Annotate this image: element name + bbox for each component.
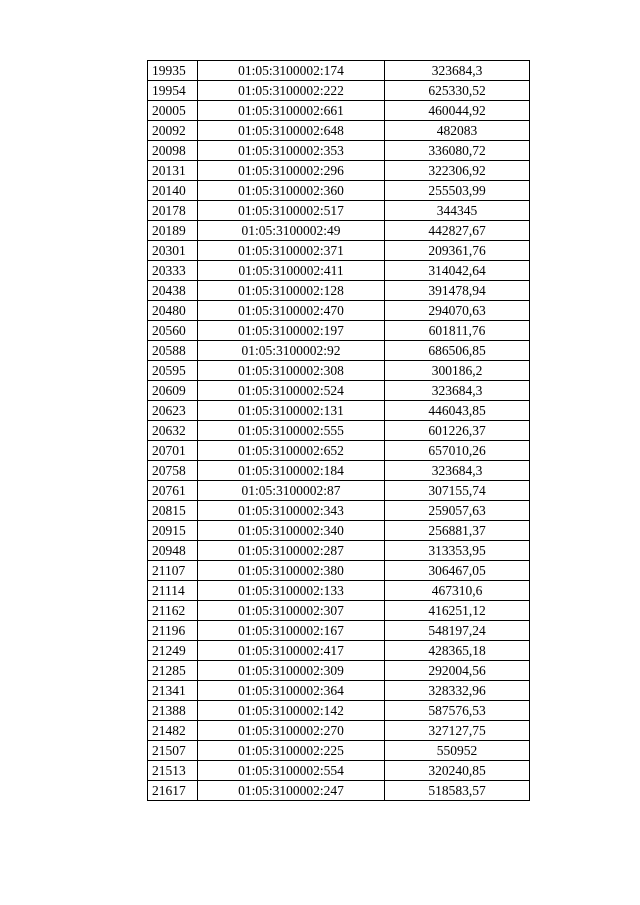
value-cell: 686506,85 [385,341,530,361]
table-row [148,421,530,441]
value-cell: 323684,3 [385,61,530,81]
table-row [148,221,530,241]
value-cell: 416251,12 [385,601,530,621]
table-row [148,441,530,461]
table-row [148,321,530,341]
row-number-cell: 21507 [148,741,198,761]
cadastral-number-cell: 01:05:3100002:380 [198,561,385,581]
cadastral-number-cell: 01:05:3100002:411 [198,261,385,281]
table-row [148,501,530,521]
cadastral-number-cell: 01:05:3100002:353 [198,141,385,161]
value-cell: 322306,92 [385,161,530,181]
cadastral-number-cell: 01:05:3100002:225 [198,741,385,761]
row-number-cell: 20438 [148,281,198,301]
table-row [148,381,530,401]
table-row [148,281,530,301]
value-cell: 327127,75 [385,721,530,741]
value-cell: 320240,85 [385,761,530,781]
value-cell: 518583,57 [385,781,530,801]
value-cell: 550952 [385,741,530,761]
cadastral-number-cell: 01:05:3100002:517 [198,201,385,221]
cadastral-number-cell: 01:05:3100002:296 [198,161,385,181]
value-cell: 391478,94 [385,281,530,301]
row-number-cell: 20098 [148,141,198,161]
table-row [148,141,530,161]
row-number-cell: 21249 [148,641,198,661]
row-number-cell: 20761 [148,481,198,501]
table-row [148,521,530,541]
row-number-cell: 21196 [148,621,198,641]
cadastral-number-cell: 01:05:3100002:184 [198,461,385,481]
table-row [148,681,530,701]
value-cell: 336080,72 [385,141,530,161]
value-cell: 428365,18 [385,641,530,661]
table-row [148,201,530,221]
cadastral-number-cell: 01:05:3100002:360 [198,181,385,201]
table-row [148,81,530,101]
cadastral-number-cell: 01:05:3100002:92 [198,341,385,361]
table-row [148,581,530,601]
cadastral-number-cell: 01:05:3100002:270 [198,721,385,741]
cadastral-number-cell: 01:05:3100002:364 [198,681,385,701]
row-number-cell: 21482 [148,721,198,741]
cadastral-number-cell: 01:05:3100002:49 [198,221,385,241]
table-row [148,61,530,81]
value-cell: 307155,74 [385,481,530,501]
table-row [148,781,530,801]
table-row [148,721,530,741]
table-row [148,641,530,661]
cadastral-number-cell: 01:05:3100002:197 [198,321,385,341]
row-number-cell: 20189 [148,221,198,241]
row-number-cell: 20915 [148,521,198,541]
row-number-cell: 19954 [148,81,198,101]
table-row [148,341,530,361]
row-number-cell: 20701 [148,441,198,461]
cadastral-number-cell: 01:05:3100002:222 [198,81,385,101]
row-number-cell: 21341 [148,681,198,701]
value-cell: 601226,37 [385,421,530,441]
row-number-cell: 20623 [148,401,198,421]
value-cell: 313353,95 [385,541,530,561]
table-row [148,261,530,281]
cadastral-number-cell: 01:05:3100002:343 [198,501,385,521]
value-cell: 209361,76 [385,241,530,261]
row-number-cell: 20948 [148,541,198,561]
value-cell: 548197,24 [385,621,530,641]
value-cell: 294070,63 [385,301,530,321]
row-number-cell: 20632 [148,421,198,441]
value-cell: 259057,63 [385,501,530,521]
cadastral-number-cell: 01:05:3100002:174 [198,61,385,81]
row-number-cell: 21114 [148,581,198,601]
row-number-cell: 21388 [148,701,198,721]
row-number-cell: 20178 [148,201,198,221]
row-number-cell: 19935 [148,61,198,81]
value-cell: 446043,85 [385,401,530,421]
cadastral-number-cell: 01:05:3100002:652 [198,441,385,461]
row-number-cell: 20140 [148,181,198,201]
row-number-cell: 20609 [148,381,198,401]
value-cell: 256881,37 [385,521,530,541]
table-row [148,181,530,201]
cadastral-number-cell: 01:05:3100002:340 [198,521,385,541]
row-number-cell: 21107 [148,561,198,581]
value-cell: 255503,99 [385,181,530,201]
row-number-cell: 21617 [148,781,198,801]
table-row [148,621,530,641]
row-number-cell: 20560 [148,321,198,341]
value-cell: 601811,76 [385,321,530,341]
row-number-cell: 21162 [148,601,198,621]
cadastral-number-cell: 01:05:3100002:247 [198,781,385,801]
table-row [148,461,530,481]
table-row [148,241,530,261]
cadastral-number-cell: 01:05:3100002:167 [198,621,385,641]
cadastral-number-cell: 01:05:3100002:470 [198,301,385,321]
cadastral-number-cell: 01:05:3100002:417 [198,641,385,661]
row-number-cell: 20588 [148,341,198,361]
cadastral-number-cell: 01:05:3100002:133 [198,581,385,601]
value-cell: 482083 [385,121,530,141]
table-row [148,481,530,501]
table-row [148,661,530,681]
cadastral-number-cell: 01:05:3100002:307 [198,601,385,621]
row-number-cell: 20005 [148,101,198,121]
value-cell: 625330,52 [385,81,530,101]
cadastral-value-table [147,60,530,801]
cadastral-number-cell: 01:05:3100002:309 [198,661,385,681]
table-row [148,121,530,141]
value-cell: 344345 [385,201,530,221]
cadastral-number-cell: 01:05:3100002:287 [198,541,385,561]
row-number-cell: 20480 [148,301,198,321]
table-row [148,361,530,381]
row-number-cell: 20131 [148,161,198,181]
table-row [148,701,530,721]
cadastral-number-cell: 01:05:3100002:371 [198,241,385,261]
row-number-cell: 20815 [148,501,198,521]
cadastral-number-cell: 01:05:3100002:142 [198,701,385,721]
row-number-cell: 21285 [148,661,198,681]
row-number-cell: 21513 [148,761,198,781]
table-row [148,541,530,561]
value-cell: 306467,05 [385,561,530,581]
row-number-cell: 20301 [148,241,198,261]
table-row [148,161,530,181]
value-cell: 300186,2 [385,361,530,381]
value-cell: 587576,53 [385,701,530,721]
table-row [148,301,530,321]
table-row [148,741,530,761]
value-cell: 467310,6 [385,581,530,601]
cadastral-number-cell: 01:05:3100002:87 [198,481,385,501]
cadastral-number-cell: 01:05:3100002:555 [198,421,385,441]
value-cell: 328332,96 [385,681,530,701]
table-row [148,401,530,421]
cadastral-number-cell: 01:05:3100002:661 [198,101,385,121]
table-row [148,101,530,121]
row-number-cell: 20758 [148,461,198,481]
value-cell: 323684,3 [385,461,530,481]
table-row [148,561,530,581]
value-cell: 657010,26 [385,441,530,461]
cadastral-number-cell: 01:05:3100002:524 [198,381,385,401]
row-number-cell: 20333 [148,261,198,281]
value-cell: 292004,56 [385,661,530,681]
cadastral-number-cell: 01:05:3100002:308 [198,361,385,381]
table-body [148,61,530,801]
value-cell: 460044,92 [385,101,530,121]
value-cell: 323684,3 [385,381,530,401]
cadastral-number-cell: 01:05:3100002:131 [198,401,385,421]
table-row [148,761,530,781]
value-cell: 442827,67 [385,221,530,241]
cadastral-number-cell: 01:05:3100002:648 [198,121,385,141]
value-cell: 314042,64 [385,261,530,281]
table-row [148,601,530,621]
row-number-cell: 20595 [148,361,198,381]
cadastral-number-cell: 01:05:3100002:128 [198,281,385,301]
cadastral-number-cell: 01:05:3100002:554 [198,761,385,781]
row-number-cell: 20092 [148,121,198,141]
